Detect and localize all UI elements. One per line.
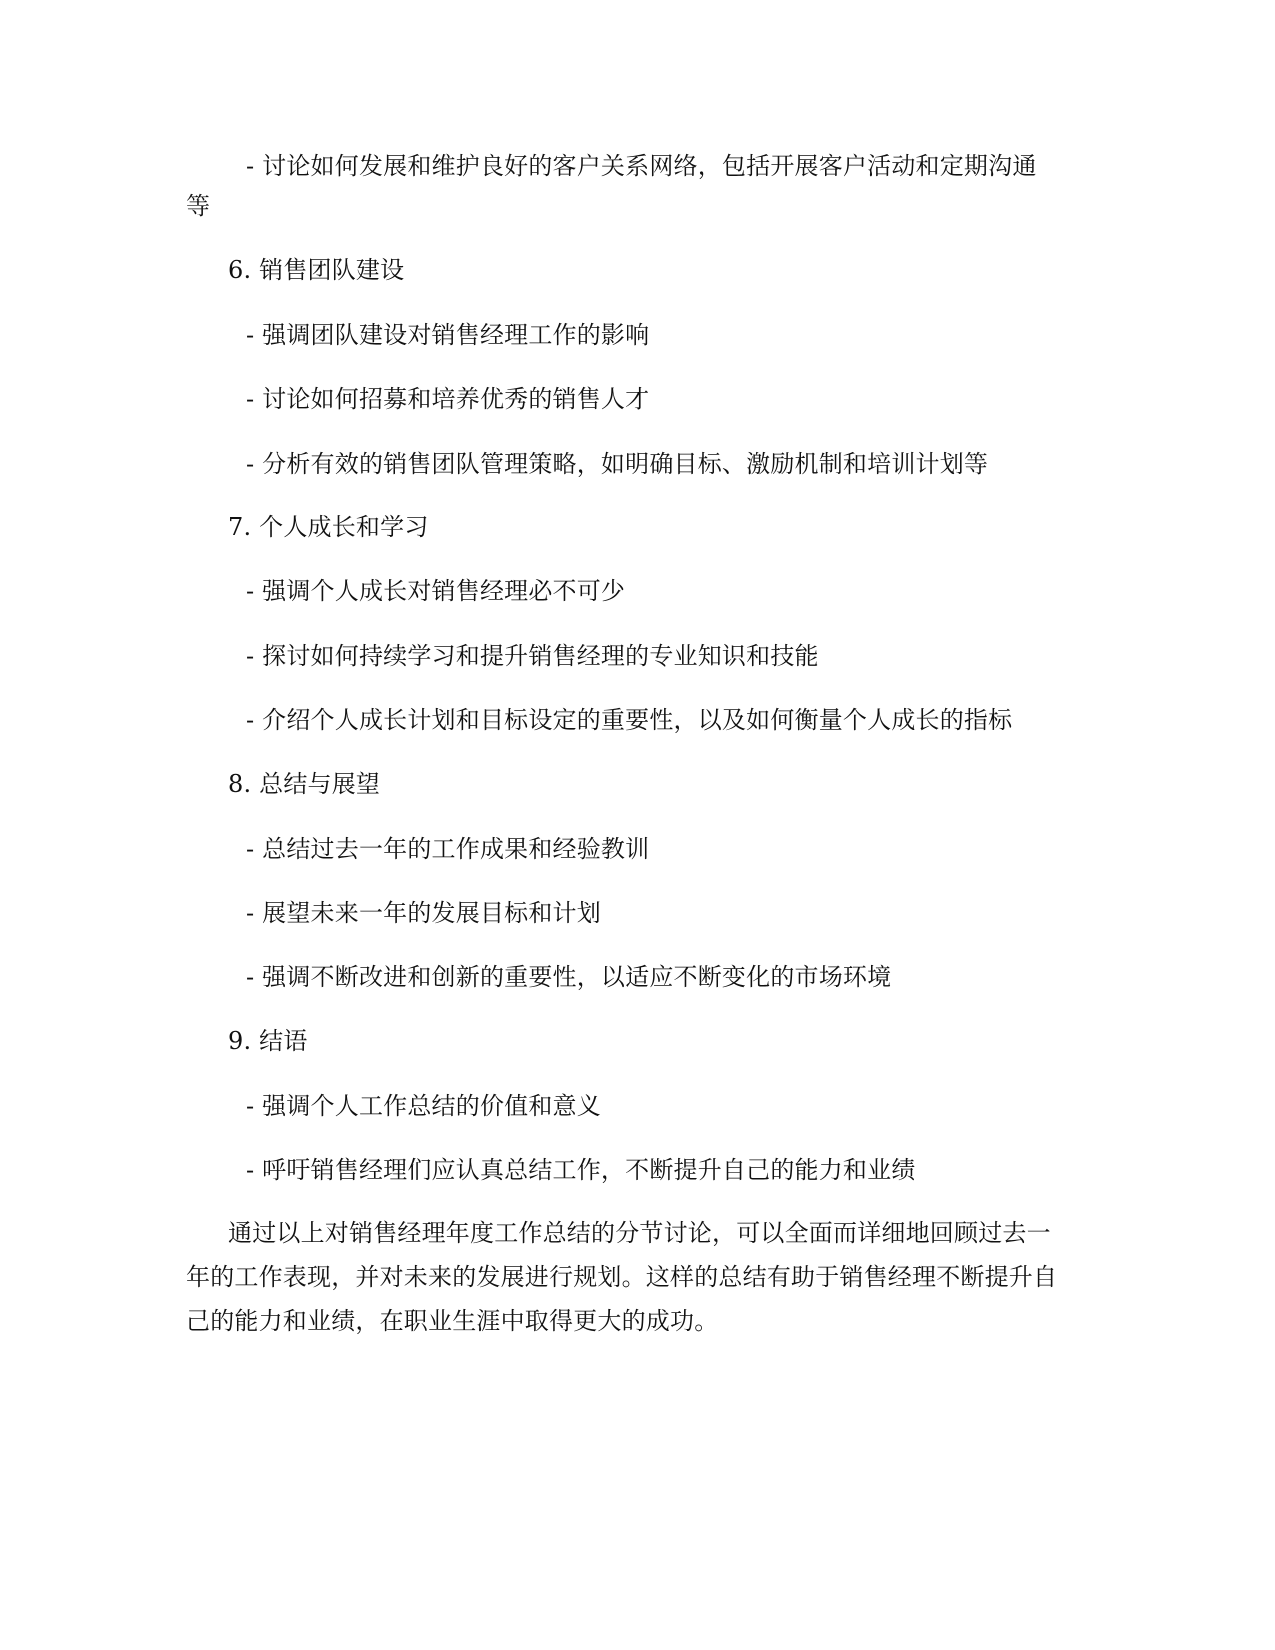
bullet-growth-plan: - 介绍个人成长计划和目标设定的重要性，以及如何衡量个人成长的指标 bbox=[246, 706, 1013, 734]
bullet-summary-innovation: - 强调不断改进和创新的重要性，以适应不断变化的市场环境 bbox=[246, 963, 892, 991]
section-heading-7: 7. 个人成长和学习 bbox=[228, 513, 429, 541]
bullet-team-recruit: - 讨论如何招募和培养优秀的销售人才 bbox=[246, 385, 650, 413]
bullet-customer-network-continued: 等 bbox=[186, 192, 211, 220]
bullet-team-impact: - 强调团队建设对销售经理工作的影响 bbox=[246, 321, 650, 349]
section-heading-8: 8. 总结与展望 bbox=[228, 770, 381, 798]
bullet-growth-importance: - 强调个人成长对销售经理必不可少 bbox=[246, 577, 626, 605]
bullet-summary-results: - 总结过去一年的工作成果和经验教训 bbox=[246, 835, 650, 863]
bullet-growth-learning: - 探讨如何持续学习和提升销售经理的专业知识和技能 bbox=[246, 642, 819, 670]
section-heading-6: 6. 销售团队建设 bbox=[228, 256, 405, 284]
bullet-conclusion-call: - 呼吁销售经理们应认真总结工作，不断提升自己的能力和业绩 bbox=[246, 1156, 916, 1184]
bullet-customer-network: - 讨论如何发展和维护良好的客户关系网络，包括开展客户活动和定期沟通 bbox=[246, 152, 1037, 180]
bullet-team-strategy: - 分析有效的销售团队管理策略，如明确目标、激励机制和培训计划等 bbox=[246, 450, 989, 478]
closing-paragraph-line-1: 通过以上对销售经理年度工作总结的分节讨论，可以全面而详细地回顾过去一 bbox=[228, 1219, 1051, 1247]
closing-paragraph-line-3: 己的能力和业绩，在职业生涯中取得更大的成功。 bbox=[186, 1307, 719, 1335]
section-heading-9: 9. 结语 bbox=[228, 1027, 308, 1055]
closing-paragraph-line-2: 年的工作表现，并对未来的发展进行规划。这样的总结有助于销售经理不断提升自 bbox=[186, 1263, 1058, 1291]
bullet-conclusion-value: - 强调个人工作总结的价值和意义 bbox=[246, 1092, 601, 1120]
bullet-summary-outlook: - 展望未来一年的发展目标和计划 bbox=[246, 899, 601, 927]
